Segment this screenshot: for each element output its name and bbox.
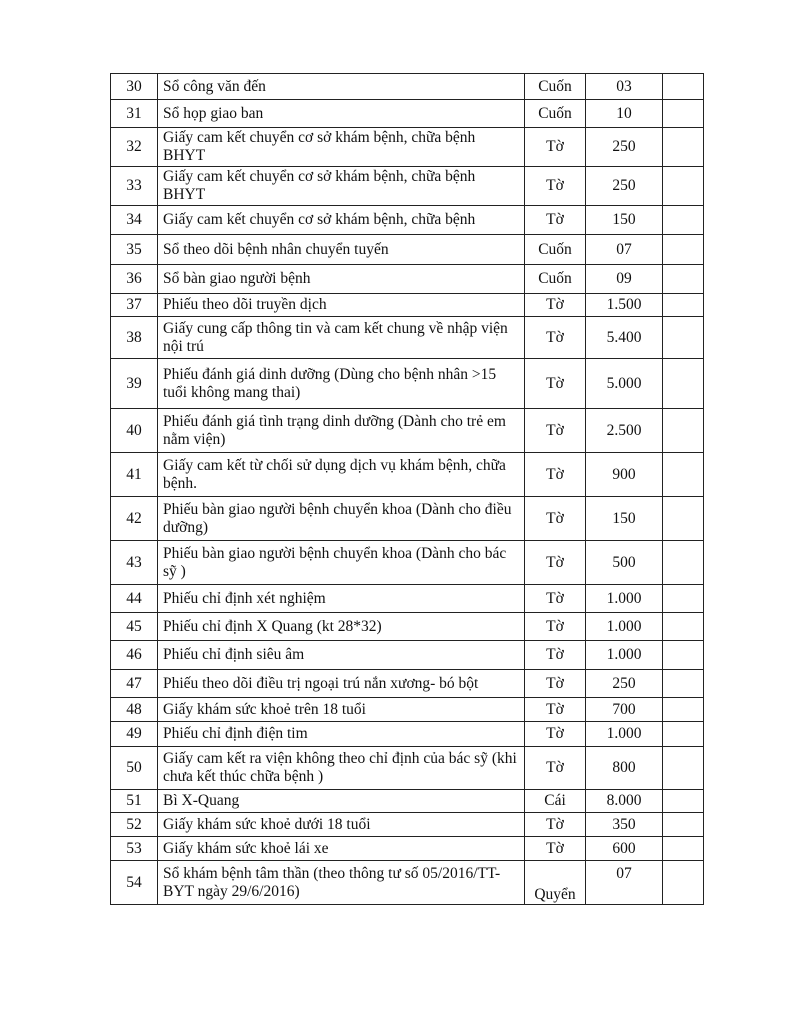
item-unit: Cuốn <box>525 74 586 100</box>
item-unit: Tờ <box>525 167 586 206</box>
item-quantity: 250 <box>586 128 663 167</box>
item-name: Phiếu bàn giao người bệnh chuyển khoa (Dành cho bác sỹ ) <box>158 541 525 585</box>
item-note <box>663 265 704 294</box>
table-row <box>111 294 704 317</box>
table-row <box>111 409 704 453</box>
item-unit: Tờ <box>525 613 586 641</box>
row-number: 40 <box>111 409 158 453</box>
item-quantity: 150 <box>586 206 663 235</box>
row-number: 35 <box>111 235 158 265</box>
item-quantity: 03 <box>586 74 663 100</box>
row-number: 30 <box>111 74 158 100</box>
table-row <box>111 497 704 541</box>
item-unit: Tờ <box>525 317 586 359</box>
item-unit: Tờ <box>525 698 586 722</box>
row-number: 34 <box>111 206 158 235</box>
row-number: 37 <box>111 294 158 317</box>
item-unit: Tờ <box>525 409 586 453</box>
item-name: Giấy cam kết chuyển cơ sở khám bệnh, chữa bệnh BHYT <box>158 167 525 206</box>
item-unit: Cái <box>525 790 586 813</box>
item-quantity: 2.500 <box>586 409 663 453</box>
item-note <box>663 409 704 453</box>
table-row <box>111 74 704 100</box>
item-note <box>663 585 704 613</box>
table-row <box>111 541 704 585</box>
row-number: 47 <box>111 670 158 698</box>
table-row <box>111 790 704 813</box>
item-name: Giấy cam kết chuyển cơ sở khám bệnh, chữa bệnh BHYT <box>158 128 525 167</box>
table-row <box>111 722 704 747</box>
item-note <box>663 359 704 409</box>
item-note <box>663 206 704 235</box>
table-row <box>111 837 704 861</box>
item-name: Phiếu chỉ định siêu âm <box>158 641 525 670</box>
item-quantity: 500 <box>586 541 663 585</box>
table-row <box>111 235 704 265</box>
item-quantity: 250 <box>586 670 663 698</box>
row-number: 51 <box>111 790 158 813</box>
item-quantity: 1.000 <box>586 641 663 670</box>
item-unit: Tờ <box>525 497 586 541</box>
item-note <box>663 453 704 497</box>
item-unit: Tờ <box>525 670 586 698</box>
item-note <box>663 100 704 128</box>
row-number: 50 <box>111 747 158 790</box>
row-number: 44 <box>111 585 158 613</box>
item-quantity: 07 <box>586 235 663 265</box>
item-name: Phiếu đánh giá tình trạng dinh dưỡng (Dành cho trẻ em nằm viện) <box>158 409 525 453</box>
item-note <box>663 813 704 837</box>
item-name: Sổ theo dõi bệnh nhân chuyển tuyến <box>158 235 525 265</box>
item-note <box>663 541 704 585</box>
item-quantity: 1.000 <box>586 613 663 641</box>
item-name: Sổ khám bệnh tâm thần (theo thông tư số 05/2016/TT-BYT ngày 29/6/2016) <box>158 861 525 905</box>
table-row <box>111 206 704 235</box>
item-name: Phiếu theo dõi điều trị ngoại trú nắn xương- bó bột <box>158 670 525 698</box>
item-unit: Cuốn <box>525 100 586 128</box>
item-quantity: 250 <box>586 167 663 206</box>
item-note <box>663 294 704 317</box>
table-row <box>111 453 704 497</box>
row-number: 31 <box>111 100 158 128</box>
row-number: 32 <box>111 128 158 167</box>
table-row <box>111 317 704 359</box>
item-name: Giấy cung cấp thông tin và cam kết chung về nhập viện nội trú <box>158 317 525 359</box>
item-name: Phiếu chỉ định xét nghiệm <box>158 585 525 613</box>
table-row <box>111 861 704 905</box>
item-quantity: 5.400 <box>586 317 663 359</box>
item-name: Giấy cam kết chuyển cơ sở khám bệnh, chữa bệnh <box>158 206 525 235</box>
item-name: Giấy cam kết từ chối sử dụng dịch vụ khám bệnh, chữa bệnh. <box>158 453 525 497</box>
item-quantity: 1.000 <box>586 585 663 613</box>
supply-table <box>110 73 704 905</box>
table-row <box>111 698 704 722</box>
item-quantity: 600 <box>586 837 663 861</box>
item-quantity: 900 <box>586 453 663 497</box>
row-number: 54 <box>111 861 158 905</box>
item-name: Sổ họp giao ban <box>158 100 525 128</box>
row-number: 49 <box>111 722 158 747</box>
table-row <box>111 167 704 206</box>
item-quantity: 1.500 <box>586 294 663 317</box>
item-unit: Cuốn <box>525 235 586 265</box>
item-note <box>663 698 704 722</box>
item-note <box>663 641 704 670</box>
item-unit: Tờ <box>525 359 586 409</box>
item-quantity: 700 <box>586 698 663 722</box>
item-note <box>663 861 704 905</box>
table-row <box>111 359 704 409</box>
table-row <box>111 100 704 128</box>
item-name: Giấy cam kết ra viện không theo chỉ định của bác sỹ (khi chưa kết thúc chữa bệnh ) <box>158 747 525 790</box>
table-row <box>111 613 704 641</box>
table-row <box>111 641 704 670</box>
item-quantity: 1.000 <box>586 722 663 747</box>
table-row <box>111 747 704 790</box>
item-name: Phiếu chỉ định điện tim <box>158 722 525 747</box>
table-row <box>111 265 704 294</box>
item-note <box>663 613 704 641</box>
item-name: Sổ công văn đến <box>158 74 525 100</box>
item-unit: Tờ <box>525 813 586 837</box>
row-number: 52 <box>111 813 158 837</box>
item-note <box>663 722 704 747</box>
item-note <box>663 74 704 100</box>
item-name: Giấy khám sức khoẻ trên 18 tuổi <box>158 698 525 722</box>
item-quantity: 07 <box>586 861 663 905</box>
table-row <box>111 813 704 837</box>
item-unit: Tờ <box>525 641 586 670</box>
row-number: 42 <box>111 497 158 541</box>
item-unit: Tờ <box>525 206 586 235</box>
item-unit: Tờ <box>525 722 586 747</box>
item-note <box>663 837 704 861</box>
item-quantity: 350 <box>586 813 663 837</box>
row-number: 43 <box>111 541 158 585</box>
table-row <box>111 670 704 698</box>
item-name: Phiếu bàn giao người bệnh chuyển khoa (Dành cho điều dưỡng) <box>158 497 525 541</box>
row-number: 36 <box>111 265 158 294</box>
item-quantity: 8.000 <box>586 790 663 813</box>
item-quantity: 10 <box>586 100 663 128</box>
row-number: 38 <box>111 317 158 359</box>
row-number: 48 <box>111 698 158 722</box>
item-name: Bì X-Quang <box>158 790 525 813</box>
item-name: Phiếu theo dõi truyền dịch <box>158 294 525 317</box>
item-unit: Tờ <box>525 747 586 790</box>
item-quantity: 150 <box>586 497 663 541</box>
table-row <box>111 585 704 613</box>
item-quantity: 09 <box>586 265 663 294</box>
item-name: Giấy khám sức khoẻ dưới 18 tuổi <box>158 813 525 837</box>
row-number: 46 <box>111 641 158 670</box>
item-note <box>663 790 704 813</box>
item-unit: Tờ <box>525 128 586 167</box>
item-quantity: 800 <box>586 747 663 790</box>
item-unit: Cuốn <box>525 265 586 294</box>
item-note <box>663 167 704 206</box>
item-unit: Tờ <box>525 453 586 497</box>
item-name: Phiếu chỉ định X Quang (kt 28*32) <box>158 613 525 641</box>
item-unit: Tờ <box>525 541 586 585</box>
item-name: Sổ bàn giao người bệnh <box>158 265 525 294</box>
item-note <box>663 670 704 698</box>
row-number: 33 <box>111 167 158 206</box>
table-body <box>111 74 704 905</box>
item-name: Phiếu đánh giá dinh dưỡng (Dùng cho bệnh nhân >15 tuổi không mang thai) <box>158 359 525 409</box>
item-unit: Tờ <box>525 294 586 317</box>
row-number: 39 <box>111 359 158 409</box>
item-unit: Quyển <box>525 861 586 905</box>
item-name: Giấy khám sức khoẻ lái xe <box>158 837 525 861</box>
table-row <box>111 128 704 167</box>
item-note <box>663 128 704 167</box>
item-note <box>663 747 704 790</box>
item-unit: Tờ <box>525 837 586 861</box>
row-number: 53 <box>111 837 158 861</box>
item-quantity: 5.000 <box>586 359 663 409</box>
item-unit: Tờ <box>525 585 586 613</box>
item-note <box>663 317 704 359</box>
item-note <box>663 235 704 265</box>
item-note <box>663 497 704 541</box>
row-number: 45 <box>111 613 158 641</box>
row-number: 41 <box>111 453 158 497</box>
